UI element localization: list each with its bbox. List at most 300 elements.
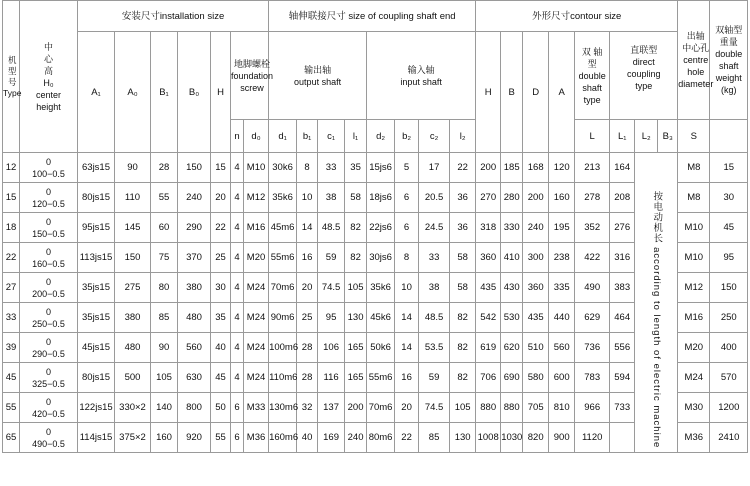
col-header-b2: b₂ <box>395 120 419 153</box>
cell-center-height <box>20 273 78 303</box>
cell-cA: 600 <box>549 363 575 393</box>
cell-c1: 137 <box>318 393 345 423</box>
cell-weight: 15 <box>710 153 748 183</box>
col-header-weight <box>710 1 748 120</box>
cell-cD: 820 <box>523 423 549 453</box>
cell-b2: 6 <box>395 183 419 213</box>
cell-l2: 36 <box>450 183 476 213</box>
cell-c2: 38 <box>419 273 450 303</box>
center-height-nominal: 100−0.5 <box>32 168 65 179</box>
cell-c2: 24.5 <box>419 213 450 243</box>
cell-d2: 50k6 <box>367 333 395 363</box>
center-height-nominal: 290−0.5 <box>32 348 65 359</box>
cell-center-height-value <box>32 396 65 420</box>
cell-L: 490 <box>575 273 610 303</box>
cell-L1: 208 <box>610 183 635 213</box>
col-header-l1: l₁ <box>345 120 367 153</box>
cell-L1: 733 <box>610 393 635 423</box>
cell-S: M10 <box>678 213 710 243</box>
center-height-tolerance-top: 0 <box>45 216 51 227</box>
cell-B1: 85 <box>151 303 178 333</box>
cell-l1: 240 <box>345 423 367 453</box>
center-height-tolerance-top: 0 <box>45 186 51 197</box>
cell-b2: 22 <box>395 423 419 453</box>
cell-d0: M10 <box>244 153 269 183</box>
cell-cA: 160 <box>549 183 575 213</box>
cell-cA: 900 <box>549 423 575 453</box>
cell-b2: 10 <box>395 273 419 303</box>
cell-n: 4 <box>231 303 244 333</box>
cell-d2: 45k6 <box>367 303 395 333</box>
cell-center-height <box>20 303 78 333</box>
cell-cH: 619 <box>476 333 501 363</box>
center-height-nominal: 420−0.5 <box>32 408 65 419</box>
centre-hole-header-text: 出轴 中心孔 centre hole diameter <box>678 31 714 89</box>
cell-d0: M24 <box>244 333 269 363</box>
cell-B0: 800 <box>178 393 211 423</box>
cell-cB: 530 <box>501 303 523 333</box>
cell-weight: 150 <box>710 273 748 303</box>
cell-B1: 75 <box>151 243 178 273</box>
cell-B1: 55 <box>151 183 178 213</box>
col-header-weight-blank <box>710 120 748 153</box>
cell-l1: 130 <box>345 303 367 333</box>
col-header-d0: d₀ <box>244 120 269 153</box>
cell-B1: 105 <box>151 363 178 393</box>
cell-cD: 200 <box>523 183 549 213</box>
cell-d0: M16 <box>244 213 269 243</box>
motor-length-note: 按电动机长 according to length of electric machine <box>651 191 663 449</box>
cell-n: 4 <box>231 363 244 393</box>
cell-type: 33 <box>3 303 20 333</box>
cell-c1: 106 <box>318 333 345 363</box>
cell-d2: 55m6 <box>367 363 395 393</box>
cell-B1: 90 <box>151 333 178 363</box>
cell-l1: 105 <box>345 273 367 303</box>
center-height-tolerance-top: 0 <box>45 306 51 317</box>
cell-center-height <box>20 393 78 423</box>
cell-cA: 810 <box>549 393 575 423</box>
col-header-A0: A₀ <box>115 32 151 153</box>
cell-cA: 238 <box>549 243 575 273</box>
cell-cD: 435 <box>523 303 549 333</box>
cell-type: 39 <box>3 333 20 363</box>
cell-A0: 110 <box>115 183 151 213</box>
cell-L1: 164 <box>610 153 635 183</box>
cell-d1: 130m6 <box>269 393 297 423</box>
cell-L: 278 <box>575 183 610 213</box>
cell-center-height-value <box>32 366 65 390</box>
cell-B0: 480 <box>178 303 211 333</box>
cell-c1: 95 <box>318 303 345 333</box>
cell-c1: 38 <box>318 183 345 213</box>
cell-cH: 880 <box>476 393 501 423</box>
cell-S: M36 <box>678 423 710 453</box>
cell-center-height <box>20 213 78 243</box>
cell-H: 40 <box>211 333 231 363</box>
col-header-model <box>3 1 20 153</box>
cell-d2: 35k6 <box>367 273 395 303</box>
cell-center-height <box>20 333 78 363</box>
cell-c2: 74.5 <box>419 393 450 423</box>
cell-weight: 400 <box>710 333 748 363</box>
cell-c2: 85 <box>419 423 450 453</box>
center-height-nominal: 150−0.5 <box>32 228 65 239</box>
cell-cD: 168 <box>523 153 549 183</box>
center-height-header-text: 中 心 高 H₀ center height <box>35 41 61 112</box>
cell-c2: 33 <box>419 243 450 273</box>
cell-L: 783 <box>575 363 610 393</box>
cell-H: 25 <box>211 243 231 273</box>
direct-coupling-header-text: 直联型 direct coupling type <box>626 45 661 91</box>
cell-A0: 150 <box>115 243 151 273</box>
cell-cB: 690 <box>501 363 523 393</box>
cell-type: 45 <box>3 363 20 393</box>
center-height-nominal: 250−0.5 <box>32 318 65 329</box>
col-header-foundation-screw <box>231 32 274 120</box>
cell-A1: 122js15 <box>78 393 115 423</box>
cell-b2: 6 <box>395 213 419 243</box>
cell-b2: 14 <box>395 333 419 363</box>
cell-cB: 330 <box>501 213 523 243</box>
cell-A1: 80js15 <box>78 363 115 393</box>
col-header-S: S <box>678 120 710 153</box>
col-header-B1: B₁ <box>151 32 178 153</box>
cell-A1: 114js15 <box>78 423 115 453</box>
cell-L1 <box>610 423 635 453</box>
col-header-double-shaft-type <box>575 32 610 120</box>
spec-table-container <box>2 0 747 453</box>
cell-c1: 33 <box>318 153 345 183</box>
cell-S: M16 <box>678 303 710 333</box>
cell-d1: 70m6 <box>269 273 297 303</box>
cell-n: 4 <box>231 213 244 243</box>
col-header-B3: B₃ <box>658 120 678 153</box>
cell-L1: 464 <box>610 303 635 333</box>
col-header-contour-H: H <box>476 32 501 153</box>
cell-L: 1120 <box>575 423 610 453</box>
cell-c1: 169 <box>318 423 345 453</box>
cell-H: 50 <box>211 393 231 423</box>
cell-n: 6 <box>231 423 244 453</box>
col-header-centre-hole <box>678 1 714 120</box>
cell-cH: 1008 <box>476 423 501 453</box>
group-header-coupling-shaft-end: 轴伸联接尺寸 size of coupling shaft end <box>269 1 476 32</box>
col-header-A1: A₁ <box>78 32 115 153</box>
cell-cH: 318 <box>476 213 501 243</box>
col-header-H: H <box>211 32 231 153</box>
col-header-c2: c₂ <box>419 120 450 153</box>
cell-weight: 570 <box>710 363 748 393</box>
center-height-nominal: 490−0.5 <box>32 438 65 449</box>
cell-cB: 430 <box>501 273 523 303</box>
cell-type: 18 <box>3 213 20 243</box>
cell-cH: 706 <box>476 363 501 393</box>
cell-cB: 880 <box>501 393 523 423</box>
cell-b2: 20 <box>395 393 419 423</box>
center-height-tolerance-top: 0 <box>45 276 51 287</box>
double-shaft-header-text: 双 轴 型 double shaft type <box>578 46 606 105</box>
cell-cD: 240 <box>523 213 549 243</box>
cell-cD: 300 <box>523 243 549 273</box>
cell-B0: 290 <box>178 213 211 243</box>
cell-n: 4 <box>231 273 244 303</box>
cell-cA: 335 <box>549 273 575 303</box>
cell-L1: 316 <box>610 243 635 273</box>
col-header-b1: b₁ <box>297 120 318 153</box>
cell-l1: 82 <box>345 213 367 243</box>
col-header-contour-A: A <box>549 32 575 153</box>
cell-cB: 280 <box>501 183 523 213</box>
cell-d0: M20 <box>244 243 269 273</box>
cell-center-height-value <box>32 306 65 330</box>
cell-b2: 5 <box>395 153 419 183</box>
cell-A1: 113js15 <box>78 243 115 273</box>
cell-center-height-value <box>32 246 65 270</box>
cell-d1: 45m6 <box>269 213 297 243</box>
cell-n: 4 <box>231 153 244 183</box>
reducer-dimension-table <box>2 0 748 453</box>
cell-cD: 360 <box>523 273 549 303</box>
cell-l2: 22 <box>450 153 476 183</box>
cell-S: M12 <box>678 273 710 303</box>
cell-cH: 542 <box>476 303 501 333</box>
center-height-nominal: 120−0.5 <box>32 198 65 209</box>
cell-cB: 185 <box>501 153 523 183</box>
cell-cH: 360 <box>476 243 501 273</box>
cell-b2: 14 <box>395 303 419 333</box>
cell-A0: 500 <box>115 363 151 393</box>
col-header-L: L <box>575 120 610 153</box>
cell-L: 966 <box>575 393 610 423</box>
cell-cH: 200 <box>476 153 501 183</box>
cell-cD: 580 <box>523 363 549 393</box>
center-height-nominal: 160−0.5 <box>32 258 65 269</box>
cell-b1: 40 <box>297 423 318 453</box>
cell-A1: 63js15 <box>78 153 115 183</box>
center-height-tolerance-top: 0 <box>45 246 51 257</box>
output-shaft-header-text: 输出轴 output shaft <box>294 64 342 87</box>
col-header-B0: B₀ <box>178 32 211 153</box>
cell-l1: 35 <box>345 153 367 183</box>
cell-type: 12 <box>3 153 20 183</box>
cell-c2: 48.5 <box>419 303 450 333</box>
cell-b1: 20 <box>297 273 318 303</box>
cell-d0: M36 <box>244 423 269 453</box>
table-row <box>3 153 748 183</box>
cell-cA: 195 <box>549 213 575 243</box>
cell-l2: 105 <box>450 393 476 423</box>
cell-L1: 383 <box>610 273 635 303</box>
cell-B1: 28 <box>151 153 178 183</box>
col-header-L2: L₂ <box>635 120 658 153</box>
cell-cB: 410 <box>501 243 523 273</box>
cell-l2: 130 <box>450 423 476 453</box>
center-height-tolerance-top: 0 <box>45 156 51 167</box>
cell-type: 65 <box>3 423 20 453</box>
cell-center-height <box>20 423 78 453</box>
cell-l2: 36 <box>450 213 476 243</box>
input-shaft-header-text: 输入轴 input shaft <box>400 64 442 87</box>
cell-d2: 22js6 <box>367 213 395 243</box>
col-header-contour-D: D <box>523 32 549 153</box>
cell-L: 352 <box>575 213 610 243</box>
col-header-contour-B: B <box>501 32 523 153</box>
cell-type: 55 <box>3 393 20 423</box>
cell-L1: 594 <box>610 363 635 393</box>
cell-d0: M24 <box>244 273 269 303</box>
cell-center-height-value <box>32 156 65 180</box>
cell-B0: 630 <box>178 363 211 393</box>
cell-l1: 82 <box>345 243 367 273</box>
cell-center-height <box>20 183 78 213</box>
cell-L: 736 <box>575 333 610 363</box>
cell-center-height <box>20 363 78 393</box>
cell-b2: 16 <box>395 363 419 393</box>
cell-S: M10 <box>678 243 710 273</box>
cell-cB: 620 <box>501 333 523 363</box>
cell-l2: 58 <box>450 243 476 273</box>
col-header-n: n <box>231 120 244 153</box>
cell-n: 4 <box>231 243 244 273</box>
cell-center-height-value <box>32 426 65 450</box>
cell-L: 422 <box>575 243 610 273</box>
cell-c2: 59 <box>419 363 450 393</box>
cell-n: 4 <box>231 333 244 363</box>
cell-cH: 435 <box>476 273 501 303</box>
cell-type: 15 <box>3 183 20 213</box>
cell-L1: 276 <box>610 213 635 243</box>
foundation-screw-header-text: 地脚螺栓 foundation screw <box>231 58 274 93</box>
cell-d2: 30js6 <box>367 243 395 273</box>
cell-A0: 90 <box>115 153 151 183</box>
cell-H: 45 <box>211 363 231 393</box>
col-header-l2: l₂ <box>450 120 476 153</box>
cell-A1: 35js15 <box>78 303 115 333</box>
cell-type: 22 <box>3 243 20 273</box>
center-height-tolerance-top: 0 <box>45 426 51 437</box>
cell-d0: M12 <box>244 183 269 213</box>
cell-d1: 100m6 <box>269 333 297 363</box>
cell-weight: 250 <box>710 303 748 333</box>
cell-B1: 80 <box>151 273 178 303</box>
cell-weight: 2410 <box>710 423 748 453</box>
cell-B0: 560 <box>178 333 211 363</box>
cell-A1: 45js15 <box>78 333 115 363</box>
cell-d0: M33 <box>244 393 269 423</box>
cell-center-height-value <box>32 336 65 360</box>
cell-A0: 275 <box>115 273 151 303</box>
center-height-tolerance-top: 0 <box>45 336 51 347</box>
col-header-d2: d₂ <box>367 120 395 153</box>
cell-n: 4 <box>231 183 244 213</box>
group-header-contour-size: 外形尺寸contour size <box>476 1 678 32</box>
col-header-direct-coupling-type <box>610 32 678 120</box>
cell-center-height-value <box>32 186 65 210</box>
col-header-c1: c₁ <box>318 120 345 153</box>
cell-l2: 82 <box>450 363 476 393</box>
cell-cA: 440 <box>549 303 575 333</box>
cell-H: 30 <box>211 273 231 303</box>
cell-l1: 165 <box>345 333 367 363</box>
cell-c2: 53.5 <box>419 333 450 363</box>
cell-c2: 20.5 <box>419 183 450 213</box>
cell-d1: 30k6 <box>269 153 297 183</box>
cell-d2: 80m6 <box>367 423 395 453</box>
cell-L1: 556 <box>610 333 635 363</box>
center-height-nominal: 325−0.5 <box>32 378 65 389</box>
cell-S: M24 <box>678 363 710 393</box>
cell-S: M20 <box>678 333 710 363</box>
cell-center-height-value <box>32 276 65 300</box>
cell-weight: 95 <box>710 243 748 273</box>
cell-b1: 32 <box>297 393 318 423</box>
cell-l2: 58 <box>450 273 476 303</box>
cell-l1: 58 <box>345 183 367 213</box>
cell-cA: 120 <box>549 153 575 183</box>
cell-c1: 48.5 <box>318 213 345 243</box>
cell-H: 20 <box>211 183 231 213</box>
cell-b1: 25 <box>297 303 318 333</box>
center-height-nominal: 200−0.5 <box>32 288 65 299</box>
cell-A0: 480 <box>115 333 151 363</box>
cell-type: 27 <box>3 273 20 303</box>
cell-B0: 240 <box>178 183 211 213</box>
cell-cH: 270 <box>476 183 501 213</box>
cell-cA: 560 <box>549 333 575 363</box>
cell-A0: 380 <box>115 303 151 333</box>
table-data-body <box>3 153 748 453</box>
cell-b1: 16 <box>297 243 318 273</box>
cell-d1: 90m6 <box>269 303 297 333</box>
cell-center-height <box>20 243 78 273</box>
weight-header-text: 双轴型 重量 double shaft weight (kg) <box>715 25 743 95</box>
model-header-text: 机 型 号 Type <box>3 54 22 98</box>
cell-A1: 95js15 <box>78 213 115 243</box>
cell-weight: 1200 <box>710 393 748 423</box>
cell-d2: 70m6 <box>367 393 395 423</box>
cell-L: 213 <box>575 153 610 183</box>
cell-b2: 8 <box>395 243 419 273</box>
cell-H: 35 <box>211 303 231 333</box>
cell-b1: 10 <box>297 183 318 213</box>
cell-d2: 15js6 <box>367 153 395 183</box>
col-header-input-shaft <box>367 32 476 120</box>
cell-c1: 116 <box>318 363 345 393</box>
cell-d0: M24 <box>244 363 269 393</box>
cell-A0: 375×2 <box>115 423 151 453</box>
center-height-tolerance-top: 0 <box>45 396 51 407</box>
cell-B1: 160 <box>151 423 178 453</box>
cell-S: M8 <box>678 183 710 213</box>
cell-l1: 200 <box>345 393 367 423</box>
cell-center-height <box>20 153 78 183</box>
col-header-output-shaft <box>269 32 367 120</box>
cell-b1: 14 <box>297 213 318 243</box>
cell-H: 55 <box>211 423 231 453</box>
cell-l1: 165 <box>345 363 367 393</box>
cell-H: 15 <box>211 153 231 183</box>
cell-d0: M24 <box>244 303 269 333</box>
cell-center-height-value <box>32 216 65 240</box>
cell-c1: 74.5 <box>318 273 345 303</box>
cell-b1: 28 <box>297 363 318 393</box>
cell-c2: 17 <box>419 153 450 183</box>
cell-cD: 510 <box>523 333 549 363</box>
cell-b1: 28 <box>297 333 318 363</box>
cell-A1: 35js15 <box>78 273 115 303</box>
col-header-L1: L₁ <box>610 120 635 153</box>
